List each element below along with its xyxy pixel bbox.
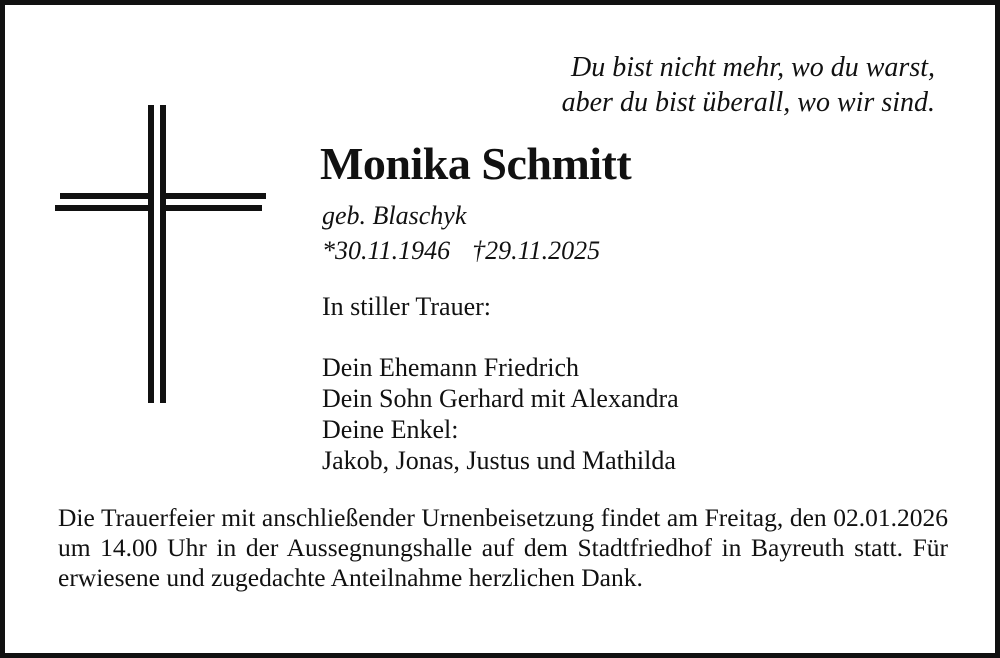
maiden-name: geb. Blaschyk [322, 201, 467, 230]
funeral-notice-text: Die Trauerfeier mit anschließender Urnenbeisetzung findet am Freitag, den 02.01.2026 um 14.00 Uhr in der Aussegnungshalle auf dem Stadtfriedhof in Bayreuth statt. Für erwiesene und zugedachte Anteilnahme herzlichen Dank. [58, 503, 948, 592]
quote-line-1: Du bist nicht mehr, wo du warst, [570, 52, 935, 83]
death-date: †29.11.2025 [472, 236, 601, 265]
family-list [322, 352, 679, 476]
family-line: Deine Enkel: [322, 415, 459, 444]
double-line-cross-icon [50, 100, 270, 410]
cross-icon [50, 100, 270, 415]
quote-line-2: aber du bist überall, wo wir sind. [561, 87, 935, 118]
mourning-heading: In stiller Trauer: [322, 292, 491, 321]
memorial-quote [562, 50, 935, 120]
family-line: Dein Ehemann Friedrich [322, 353, 580, 382]
deceased-name: Monika Schmitt [320, 138, 632, 189]
life-dates [322, 236, 600, 266]
family-line: Dein Sohn Gerhard mit Alexandra [322, 384, 679, 413]
family-line: Jakob, Jonas, Justus und Mathilda [322, 446, 676, 475]
birth-date: *30.11.1946 [322, 236, 451, 265]
